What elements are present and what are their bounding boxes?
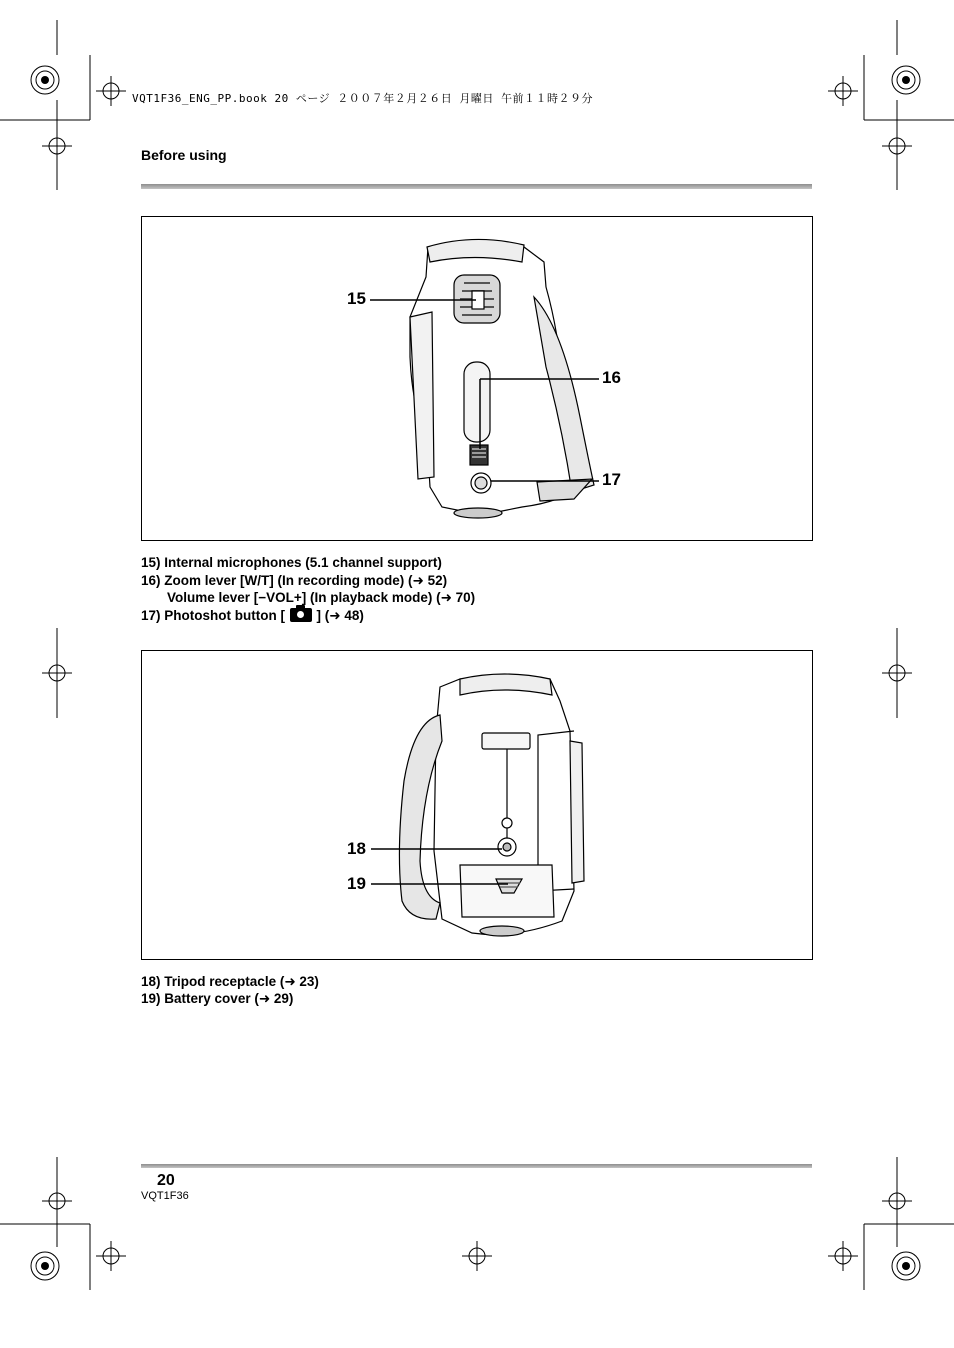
- page-number: 20: [157, 1172, 175, 1189]
- top-rule: [141, 184, 812, 189]
- list-item-18: 18) Tripod receptacle (➜ 23): [141, 974, 319, 989]
- doc-code: VQT1F36: [141, 1190, 189, 1202]
- callout-19: 19: [347, 874, 366, 893]
- bottom-rule: [141, 1164, 812, 1168]
- camcorder-bottom-illustration: [142, 651, 812, 959]
- camera-icon: [290, 608, 312, 622]
- figure-bottom-view: [141, 650, 813, 960]
- list-item-19: 19) Battery cover (➜ 29): [141, 991, 294, 1006]
- list-item-15: 15) Internal microphones (5.1 channel support): [141, 555, 442, 570]
- list-item-16-continued: Volume lever [−VOL+] (In playback mode) (➜ 70): [167, 590, 476, 605]
- callout-17: 17: [602, 470, 621, 489]
- list-item-16: 16) Zoom lever [W/T] (In recording mode) (➜ 52): [141, 573, 448, 588]
- print-header: VQT1F36_ENG_PP.book 20 ページ ２００７年２月２６日 月曜日 午前１１時２９分: [132, 92, 593, 105]
- figure-side-view: [141, 216, 813, 541]
- camcorder-side-illustration: [142, 217, 812, 540]
- callout-18: 18: [347, 839, 366, 858]
- callout-16: 16: [602, 368, 621, 387]
- list-item-17: 17) Photoshot button [ ] (➜ 48): [141, 608, 364, 623]
- callout-15: 15: [347, 289, 366, 308]
- section-label: Before using: [141, 147, 227, 163]
